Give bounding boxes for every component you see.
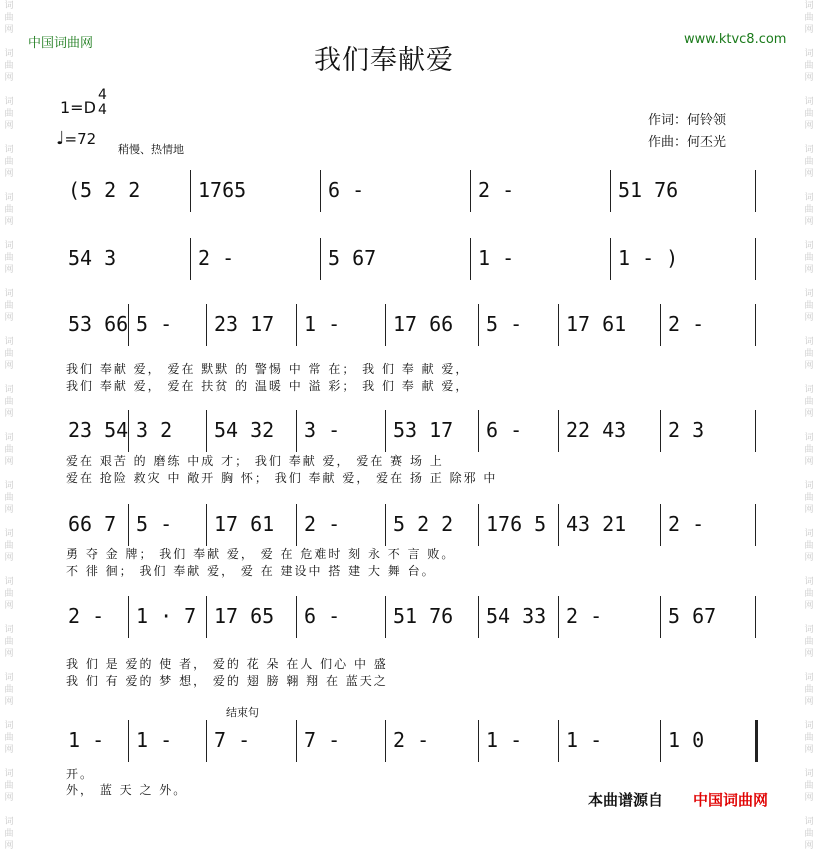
bar-line (296, 304, 297, 346)
measure: 2 - (198, 246, 235, 270)
bar-line (478, 596, 479, 638)
bar-line (660, 504, 661, 546)
lyric-line-1: 勇 夺 金 牌； 我们 奉献 爱， 爱 在 危难时 刻 永 不 言 败。 (66, 547, 456, 561)
bar-line (478, 504, 479, 546)
quarter-note-icon: ♩ (56, 128, 65, 149)
bar-line (478, 410, 479, 452)
measure: 7 - (304, 728, 341, 752)
bar-line (755, 720, 758, 762)
measure: (5 2 2 (68, 178, 141, 202)
measure: 2 3 (668, 418, 705, 442)
measure: 176 5 (486, 512, 547, 536)
measure: 1 0 (668, 728, 705, 752)
bar-line (296, 596, 297, 638)
watermark-left: 词 曲 网 词 曲 网 词 曲 网 词 曲 网 词 曲 网 词 曲 网 词 曲 网 词 曲 网 词 曲 网 词 曲 网 词 曲 网 词 曲 网 词 曲 网 词 曲 网 词 曲 网 词 曲 网 词 曲 网 词 曲 网 (4, 1, 14, 851)
measure: 22 43 (566, 418, 627, 442)
measure: 2 - (668, 512, 705, 536)
measure: 2 - (668, 312, 705, 336)
bar-line (320, 170, 321, 212)
measure: 17 61 (214, 512, 275, 536)
measure: 66 7 (68, 512, 117, 536)
bar-line (296, 410, 297, 452)
bar-line (558, 720, 559, 762)
lyric-line-2: 爱在 抢险 救灾 中 敞开 胸 怀； 我们 奉献 爱， 爱在 扬 正 除邪 中 (66, 471, 498, 485)
measure: 1 - (486, 728, 523, 752)
footer-source-site: 中国词曲网 (693, 791, 769, 809)
page-title: 我们奉献爱 (314, 45, 454, 76)
bar-line (296, 720, 297, 762)
lyric-line-2: 我 们 有 爱的 梦 想， 爱的 翅 膀 翱 翔 在 蓝天之 (66, 674, 388, 688)
bar-line (755, 410, 756, 452)
measure: 51 76 (618, 178, 679, 202)
measure: 5 67 (328, 246, 377, 270)
bar-line (755, 304, 756, 346)
bar-line (660, 410, 661, 452)
style-marking: 稍慢、热情地 (118, 143, 184, 156)
watermark-right: 词 曲 网 词 曲 网 词 曲 网 词 曲 网 词 曲 网 词 曲 网 词 曲 网 词 曲 网 词 曲 网 词 曲 网 词 曲 网 词 曲 网 词 曲 网 词 曲 网 词 曲 网 词 曲 网 词 曲 网 词 曲 网 (804, 1, 814, 851)
bar-line (558, 596, 559, 638)
measure: 2 - (478, 178, 515, 202)
time-signature-top: 4 (98, 87, 107, 103)
measure: 6 - (486, 418, 523, 442)
bar-line (755, 238, 756, 280)
bar-line (206, 720, 207, 762)
lyric-line-1: 爱在 艰苦 的 磨练 中成 才； 我们 奉献 爱， 爱在 赛 场 上 (66, 454, 444, 468)
bar-line (755, 504, 756, 546)
site-name-left: 中国词曲网 (28, 36, 94, 51)
bar-line (558, 410, 559, 452)
bar-line (385, 596, 386, 638)
measure: 1765 (198, 178, 247, 202)
measure: 1 - (478, 246, 515, 270)
measure: 5 2 2 (393, 512, 454, 536)
bar-line (296, 504, 297, 546)
bar-line (755, 170, 756, 212)
bar-line (610, 238, 611, 280)
bar-line (128, 596, 129, 638)
lyricist-credit: 作词：何铃领 (648, 113, 727, 128)
measure: 51 76 (393, 604, 454, 628)
measure: 54 3 (68, 246, 117, 270)
measure: 6 - (304, 604, 341, 628)
measure: 1 - (304, 312, 341, 336)
measure: 17 66 (393, 312, 454, 336)
measure: 23 54 (68, 418, 129, 442)
measure: 43 21 (566, 512, 627, 536)
lyric-line-2: 不 徘 徊； 我们 奉献 爱， 爱 在 建设中 搭 建 大 舞 台。 (66, 564, 436, 578)
measure: 2 - (304, 512, 341, 536)
measure: 2 - (393, 728, 430, 752)
bar-line (610, 170, 611, 212)
measure: 3 2 (136, 418, 173, 442)
bar-line (660, 304, 661, 346)
time-signature (98, 88, 107, 118)
bar-line (385, 410, 386, 452)
site-url-right: www.ktvc8.com (684, 32, 787, 47)
bar-line (558, 304, 559, 346)
measure: 2 - (68, 604, 105, 628)
bar-line (558, 504, 559, 546)
measure: 3 - (304, 418, 341, 442)
key-signature: 1=D (60, 98, 96, 117)
bar-line (206, 410, 207, 452)
measure: 1 - (566, 728, 603, 752)
bar-line (470, 238, 471, 280)
bar-line (320, 238, 321, 280)
bar-line (478, 720, 479, 762)
measure: 1 - ) (618, 246, 679, 270)
measure: 53 17 (393, 418, 454, 442)
bar-line (755, 596, 756, 638)
measure: 54 33 (486, 604, 547, 628)
measure: 1 · 7 (136, 604, 197, 628)
time-signature-bottom: 4 (98, 102, 107, 118)
tempo-marking (56, 128, 96, 149)
bar-line (478, 304, 479, 346)
measure: 7 - (214, 728, 251, 752)
measure: 5 - (486, 312, 523, 336)
measure: 1 - (68, 728, 105, 752)
measure: 17 65 (214, 604, 275, 628)
ending-marker: 结束句 (226, 706, 259, 719)
measure: 1 - (136, 728, 173, 752)
bar-line (385, 304, 386, 346)
measure: 17 61 (566, 312, 627, 336)
lyric-line-2: 我们 奉献 爱， 爱在 扶贫 的 温暖 中 溢 彩； 我 们 奉 献 爱， (66, 379, 470, 393)
measure: 54 32 (214, 418, 275, 442)
measure: 5 67 (668, 604, 717, 628)
composer-credit: 作曲：何丕光 (648, 135, 727, 150)
bar-line (190, 170, 191, 212)
measure: 5 - (136, 512, 173, 536)
measure: 2 - (566, 604, 603, 628)
bar-line (128, 720, 129, 762)
bar-line (206, 304, 207, 346)
bar-line (206, 596, 207, 638)
bar-line (385, 720, 386, 762)
lyric-line-2: 外， 蓝 天 之 外。 (66, 783, 188, 797)
bar-line (660, 596, 661, 638)
measure: 6 - (328, 178, 365, 202)
measure: 5 - (136, 312, 173, 336)
bar-line (190, 238, 191, 280)
lyric-line-1: 我们 奉献 爱， 爱在 默默 的 警惕 中 常 在； 我 们 奉 献 爱， (66, 362, 470, 376)
lyric-line-1: 我 们 是 爱的 使 者， 爱的 花 朵 在人 们心 中 盛 (66, 657, 388, 671)
measure: 53 66 (68, 312, 129, 336)
bar-line (660, 720, 661, 762)
lyric-line-1: 开。 (66, 767, 95, 781)
bar-line (128, 504, 129, 546)
measure: 23 17 (214, 312, 275, 336)
tempo-value: =72 (64, 130, 97, 148)
bar-line (385, 504, 386, 546)
bar-line (206, 504, 207, 546)
bar-line (470, 170, 471, 212)
footer-source-label: 本曲谱源自 (588, 791, 664, 809)
